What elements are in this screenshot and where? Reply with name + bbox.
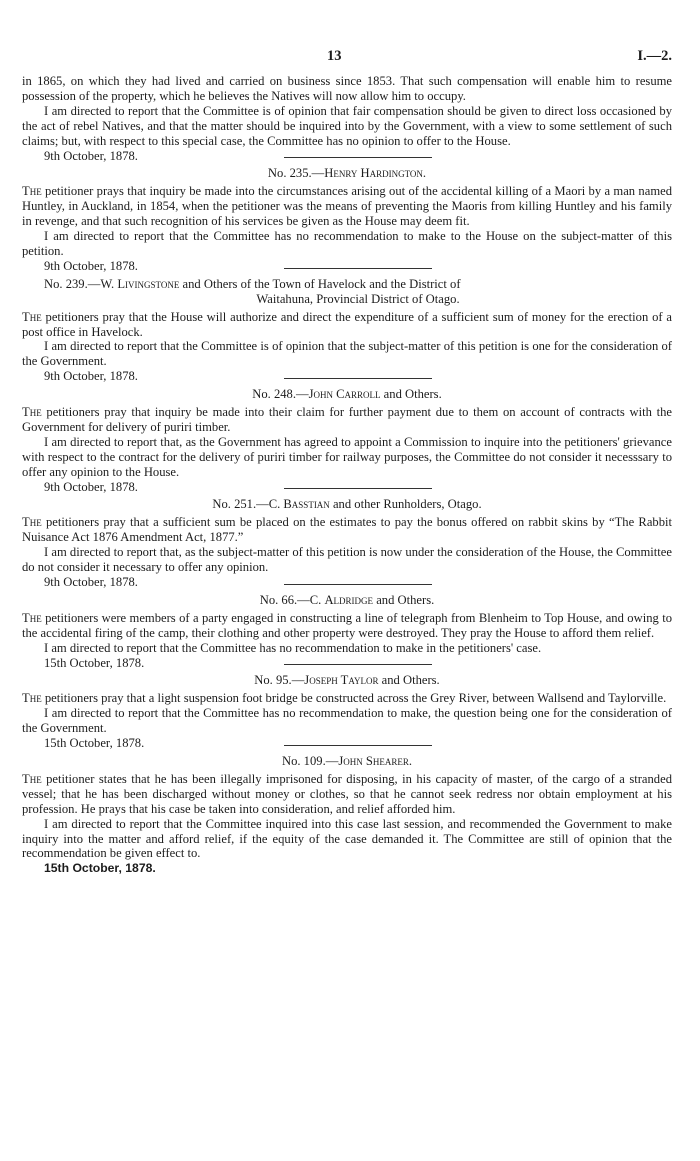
petitioner-name-suffix: and Others. — [373, 592, 435, 607]
petition-number: No. 251.—C. — [212, 497, 284, 512]
report-date: 9th October, 1878. — [44, 258, 138, 273]
petition-number: No. 235.— — [267, 166, 325, 181]
statement-text: petitioners pray that the House will authorize and direct the expenditure of a sufficient sum of money for the erection of a post office in Havelock. — [22, 309, 672, 339]
petition-number: No. 95.— — [254, 673, 305, 688]
petition-statement — [22, 772, 672, 817]
petition-statement — [22, 184, 672, 229]
opening-word: The — [22, 309, 42, 324]
statement-text: petitioners were members of a party engaged in constructing a line of telegraph from Blenheim to Top House, and owing to the accidental firing of the camp, their clothing and other property were destroyed. They pray the House to afford them relief. — [22, 610, 672, 640]
section-divider — [284, 157, 432, 158]
petitioner-name-suffix: and Others. — [378, 673, 440, 688]
petition-109 — [22, 754, 672, 876]
opening-word: The — [22, 184, 42, 199]
petition-heading — [22, 593, 672, 608]
section-divider — [284, 268, 432, 269]
statement-text: petitioner prays that inquiry be made into the circumstances arising out of the accidental killing of a Maori by a man named Huntley, in Auckland, in 1854, when the petitioner was the means of preventing the Maoris from killing Huntley and his family in revenge, and that such recognition of his services be given as the House may deem fit. — [22, 184, 672, 229]
petition-number: No. 109.— — [281, 753, 339, 768]
report-date: 15th October, 1878. — [44, 861, 156, 876]
petitioner-name-suffix: and Others of the Town of Havelock and the District of — [179, 276, 461, 291]
report-date: 9th October, 1878. — [44, 575, 138, 589]
report-date: 15th October, 1878. — [44, 655, 145, 670]
petitioner-name: Aldridge — [324, 592, 374, 607]
opening-word: The — [22, 691, 42, 706]
report-date: 9th October, 1878. — [44, 369, 138, 384]
petition-heading — [22, 754, 672, 769]
petition-number: No. 66.—C. — [259, 592, 325, 607]
section-divider — [284, 488, 432, 489]
petitioner-name-suffix: and Others. — [380, 387, 442, 402]
section-divider — [284, 745, 432, 746]
petition-heading — [22, 166, 672, 181]
section-divider — [284, 664, 432, 665]
petition-251 — [22, 497, 672, 589]
petition-statement — [22, 611, 672, 641]
page-header — [22, 40, 672, 64]
petition-66 — [22, 593, 672, 671]
statement-text: petitioners pray that inquiry be made into their claim for further payment due to them on account of contracts with the Government for delivery of puriri timber. — [22, 405, 672, 434]
petition-95 — [22, 673, 672, 751]
section-divider — [284, 378, 432, 379]
petition-statement — [22, 405, 672, 435]
intro-section — [22, 74, 672, 163]
heading-continuation: Waitahuna, Provincial District of Otago. — [256, 291, 460, 306]
report-date: 15th October, 1878. — [44, 736, 145, 751]
petition-235 — [22, 166, 672, 273]
petition-statement — [22, 310, 672, 340]
intro-report: I am directed to report that the Committee is of opinion that fair compensation should be given to direct loss occasioned by the act of rebel Natives, and that the matter should be inquired into by the Government, with a view to some settlement of such claims; but, with respect to this special case, the Committee has no opinion to offer to the House. — [22, 103, 672, 148]
page-number: 13 — [327, 48, 342, 64]
petitioner-name: John Shearer. — [338, 753, 413, 768]
statement-text: petitioners pray that a light suspension foot bridge be constructed across the Grey River, between Wallsend and Taylorville. — [41, 691, 667, 706]
petitioner-name-suffix: and other Runholders, Otago. — [329, 497, 482, 512]
petition-heading — [22, 277, 672, 307]
petition-248 — [22, 387, 672, 494]
petitioner-name: Livingstone — [117, 276, 180, 291]
opening-word: The — [22, 771, 42, 786]
petition-239 — [22, 277, 672, 384]
committee-report: I am directed to report that, as the subject-matter of this petition is now under the consideration of the House, the Committee do not consider it necessary to offer any opinion. — [22, 545, 672, 575]
petition-number: No. 239.—W. — [44, 276, 118, 291]
committee-report: I am directed to report that the Committee is of opinion that the subject-matter of this petition is one for the consideration of the Government. — [22, 339, 672, 369]
section-divider — [284, 584, 432, 585]
committee-report: I am directed to report that, as the Government has agreed to appoint a Commission to inquire into the petitioners' grievance with respect to the contract for the delivery of puriri timber for railway purposes, the Committee do not consider it necesssary to offer any opinion to the House. — [22, 434, 672, 479]
petitioner-name: Joseph Taylor — [304, 673, 379, 688]
intro-paragraph: in 1865, on which they had lived and carried on business since 1853. That such compensation will enable him to resume possession of the property, which he believes the Natives will now allow him to occupy. — [22, 74, 672, 103]
statement-text: petitioner states that he has been illegally imprisoned for disposing, in his capacity of master, of the cargo of a stranded vessel; that he has been discharged without money or clothes, so that he cannot seek redress nor obtain employment at his profession. He prays that his case be taken into consideration, and relief afforded him. — [22, 771, 672, 816]
committee-report: I am directed to report that the Committee has no recommendation to make in the petitioners' case. — [44, 640, 542, 655]
statement-text: petitioners pray that a sufficient sum be placed on the estimates to pay the bonus offered on rabbit skins by “The Rabbit Nuisance Act 1876 Amendment Act, 1877.” — [22, 515, 672, 545]
report-date: 9th October, 1878. — [44, 479, 138, 494]
petitioner-name: Basstian — [283, 497, 330, 512]
committee-report: I am directed to report that the Committee has no recommendation to make to the House on the subject-matter of this petition. — [22, 229, 672, 258]
petitioner-name: John Carroll — [308, 387, 381, 402]
intro-date: 9th October, 1878. — [44, 148, 138, 163]
opening-word: The — [22, 405, 42, 420]
petition-statement — [22, 691, 672, 706]
document-reference: I.—2. — [637, 48, 672, 64]
petition-heading — [22, 387, 672, 402]
committee-report: I am directed to report that the Committee has no recommendation to make, the question being one for the consideration of the Government. — [22, 706, 672, 736]
committee-report: I am directed to report that the Committee inquired into this case last session, and recommended the Government to make inquiry into the matter and afford relief, if the equity of the case demanded it. The Committee are still of opinion that the recommendation be given effect to. — [22, 816, 672, 861]
petition-statement — [22, 515, 672, 545]
petition-number: No. 248.— — [252, 387, 309, 402]
opening-word: The — [22, 515, 42, 530]
petitioner-name: Henry Hardington. — [324, 166, 427, 181]
petition-heading — [22, 673, 672, 688]
petition-heading — [22, 497, 672, 512]
opening-word: The — [22, 610, 42, 625]
